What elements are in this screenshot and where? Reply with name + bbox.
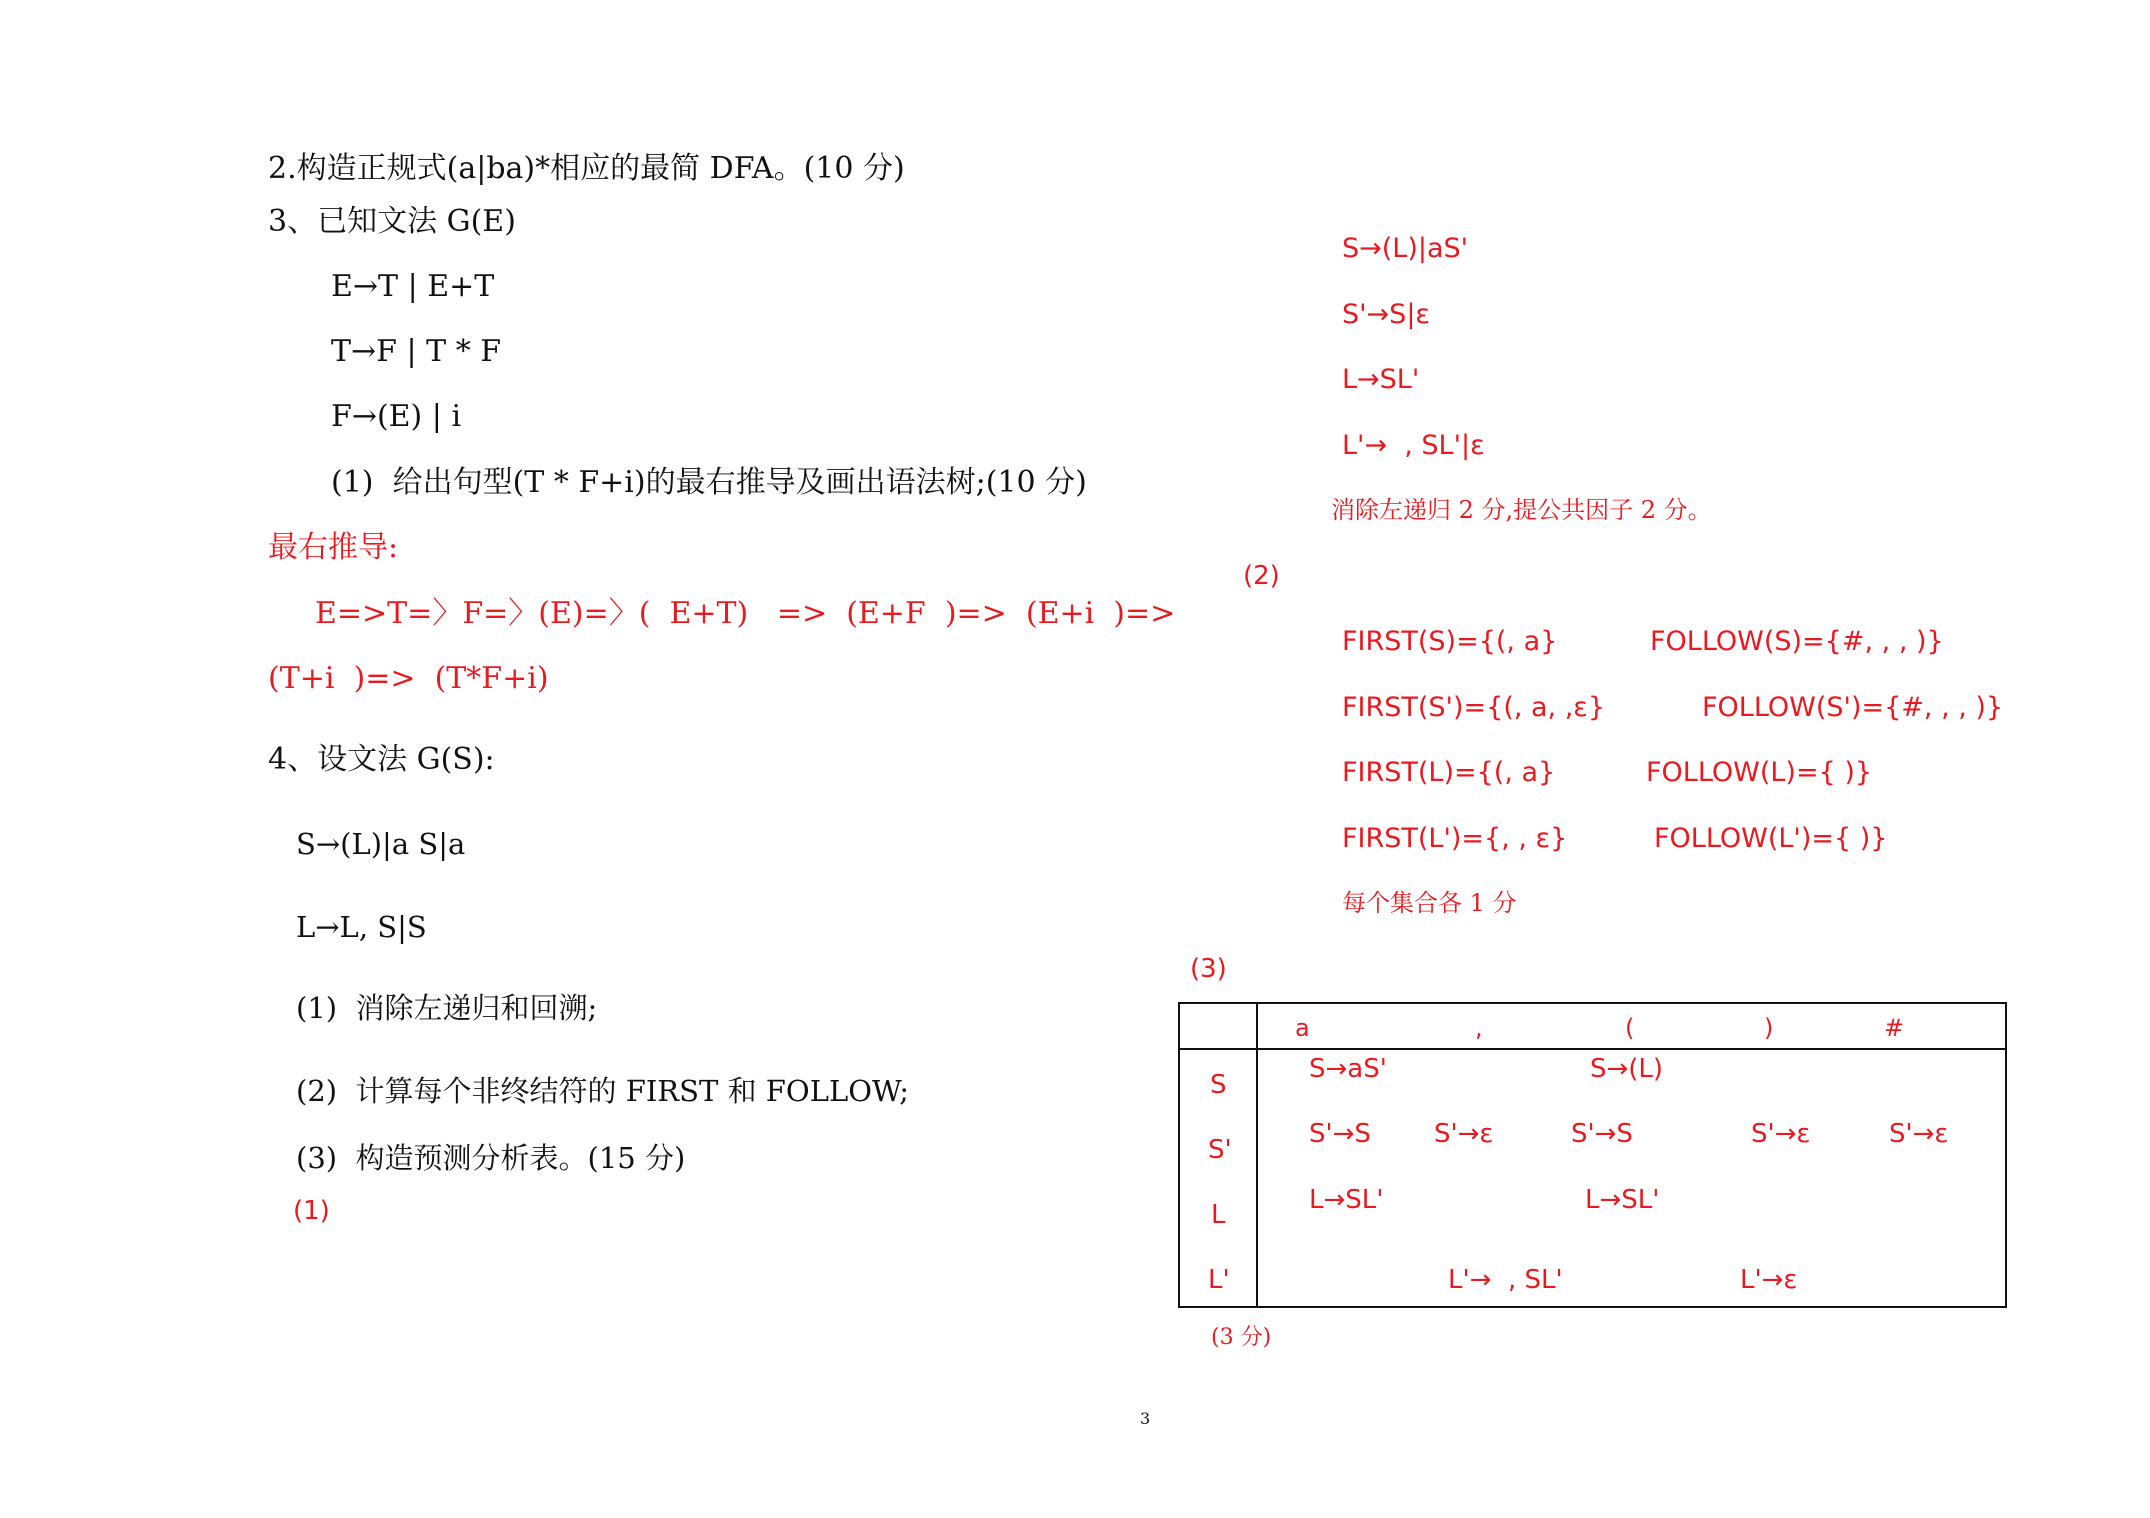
cell-s-prime-comma: S'→ε [1434, 1119, 1494, 1149]
question-2: 2.构造正规式(a|ba)*相应的最简 DFA。(10 分) [268, 151, 905, 186]
header-comma: , [1475, 1014, 1483, 1042]
cell-l-prime-comma: L'→ , SL' [1448, 1265, 1563, 1295]
cell-s-prime-right-paren: S'→ε [1751, 1119, 1811, 1149]
follow-l-prime: FOLLOW(L')={ )} [1654, 823, 1888, 854]
question-4-title: 4、设文法 G(S): [268, 742, 495, 777]
question-3-title: 3、已知文法 G(E) [268, 204, 516, 239]
question-3-part-1: (1) 给出句型(T * F+i)的最右推导及画出语法树;(10 分) [331, 465, 1087, 500]
derivation-line-1: E=>T=〉F=〉(E)=〉( E+T) => (E+F )=> (E+i )=> [315, 596, 1176, 631]
question-4-part-3: (3) 构造预测分析表。(15 分) [296, 1141, 686, 1175]
header-a: a [1295, 1014, 1310, 1042]
header-right-paren: ) [1764, 1014, 1774, 1042]
table-score: (3 分) [1211, 1325, 1272, 1350]
scoring-note-1: 消除左递归 2 分,提公共因子 2 分。 [1331, 496, 1712, 524]
row-label-l-prime: L' [1208, 1265, 1230, 1295]
answer-2-label: (2) [1243, 561, 1280, 591]
follow-s-prime: FOLLOW(S')={#, , , )} [1702, 692, 2004, 723]
first-s-prime: FIRST(S')={(, a, ,ε} [1342, 692, 1606, 723]
first-l: FIRST(L)={(, a} [1342, 757, 1556, 788]
table-horizontal-divider [1180, 1048, 2005, 1050]
first-l-prime: FIRST(L')={, , ε} [1342, 823, 1568, 854]
row-label-s: S [1210, 1070, 1227, 1100]
answer-rule-s-prime: S'→S|ε [1342, 299, 1431, 330]
cell-s-prime-hash: S'→ε [1889, 1119, 1949, 1149]
answer-1-label: (1) [293, 1196, 330, 1226]
answer-rule-l-prime: L'→ , SL'|ε [1342, 430, 1485, 461]
question-4-part-1: (1) 消除左递归和回溯; [296, 991, 598, 1025]
cell-s-prime-a: S'→S [1309, 1119, 1371, 1149]
question-4-part-2: (2) 计算每个非终结符的 FIRST 和 FOLLOW; [296, 1074, 910, 1108]
page-number: 3 [1140, 1409, 1151, 1428]
answer-rule-s: S→(L)|aS' [1342, 233, 1469, 264]
header-hash: # [1884, 1014, 1905, 1042]
answer-rule-l: L→SL' [1342, 364, 1420, 395]
grammar-rule-e: E→T | E+T [331, 269, 495, 304]
scoring-note-2: 每个集合各 1 分 [1342, 889, 1517, 917]
predictive-parsing-table [1178, 1002, 2007, 1308]
cell-s-a: S→aS' [1309, 1054, 1387, 1084]
first-s: FIRST(S)={(, a} [1342, 626, 1558, 657]
derivation-line-2: (T+i )=> (T*F+i) [268, 661, 549, 696]
cell-l-prime-right-paren: L'→ε [1740, 1265, 1798, 1295]
grammar-rule-l: L→L, S|S [296, 910, 427, 944]
row-label-s-prime: S' [1208, 1135, 1232, 1165]
follow-s: FOLLOW(S)={#, , , )} [1650, 626, 1944, 657]
grammar-rule-t: T→F | T * F [331, 334, 502, 369]
cell-s-left-paren: S→(L) [1590, 1054, 1664, 1084]
answer-3-label: (3) [1190, 954, 1227, 984]
rightmost-derivation-label: 最右推导: [268, 530, 399, 565]
row-label-l: L [1211, 1200, 1226, 1230]
cell-l-left-paren: L→SL' [1585, 1185, 1660, 1215]
cell-s-prime-left-paren: S'→S [1571, 1119, 1633, 1149]
cell-l-a: L→SL' [1309, 1185, 1384, 1215]
follow-l: FOLLOW(L)={ )} [1646, 757, 1873, 788]
grammar-rule-f: F→(E) | i [331, 399, 462, 434]
header-left-paren: ( [1625, 1014, 1635, 1042]
grammar-rule-s: S→(L)|a S|a [296, 827, 466, 861]
